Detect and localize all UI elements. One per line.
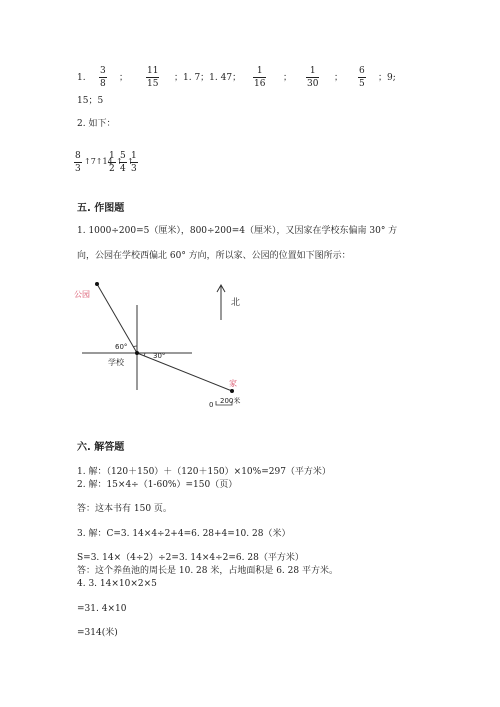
fraction-bar — [130, 162, 138, 163]
q2-fraction-c — [119, 151, 127, 174]
q1-middle-values: ；1. 7；1. 47； — [174, 73, 242, 83]
q1-line-2: 15；5 — [77, 96, 104, 106]
position-diagram — [70, 280, 260, 415]
section-5-title: 五. 作图题 — [77, 203, 125, 214]
park-label: 公园 — [74, 290, 90, 299]
home-label: 家 — [229, 379, 237, 388]
numerator: 3 — [100, 66, 106, 76]
scale-zero: 0 — [209, 401, 214, 409]
denominator: 3 — [75, 164, 81, 174]
denominator: 5 — [359, 79, 365, 89]
section-6-title: 六. 解答题 — [77, 442, 125, 453]
section-5-line-1: 1. 1000÷200=5（厘米），800÷200=4（厘米），又因家在学校东偏南 30° 方 — [77, 226, 398, 236]
angle-label-home: 30° — [153, 352, 166, 360]
q1-sep-1: ； — [119, 73, 129, 83]
numerator: 1 — [131, 151, 137, 161]
numerator: 11 — [147, 66, 159, 76]
q2-label: 2. 如下： — [77, 119, 116, 129]
denominator: 4 — [120, 164, 126, 174]
numerator: 6 — [359, 66, 365, 76]
q2-fraction-a — [74, 151, 82, 174]
denominator: 16 — [254, 79, 266, 89]
q2-fraction-b — [108, 151, 116, 174]
q1-sep-3: ； — [283, 73, 293, 83]
q1-tail: ；9; — [378, 73, 396, 83]
numerator: 1 — [109, 151, 115, 161]
school-label: 学校 — [108, 358, 124, 367]
q2-arrow-1: ↑ — [116, 157, 123, 166]
park-point — [95, 282, 99, 286]
section-6-line-5: S=3. 14×（4÷2）÷2=3. 14×4÷2=6. 28（平方米） — [77, 553, 304, 563]
q1-fraction-4 — [306, 66, 319, 89]
section-6-line-3: 答：这本书有 150 页。 — [77, 504, 172, 514]
q1-fraction-2 — [146, 66, 159, 89]
fraction-bar — [119, 162, 127, 163]
home-point — [230, 389, 234, 393]
denominator: 2 — [109, 164, 115, 174]
fraction-bar — [99, 77, 107, 78]
q1-fraction-3 — [253, 66, 266, 89]
numerator: 1 — [309, 66, 316, 76]
q2-middle: ↑7↑14 — [84, 157, 113, 166]
fraction-bar — [146, 77, 159, 78]
fraction-bar — [108, 162, 116, 163]
denominator: 15 — [147, 79, 159, 89]
scale-unit: 200米 — [220, 397, 241, 405]
numerator: 1 — [256, 66, 263, 76]
section-6-line-9: =314(米) — [77, 628, 118, 638]
fraction-bar — [253, 77, 266, 78]
numerator: 5 — [120, 151, 126, 161]
q2-arrow-2: ↑ — [127, 157, 134, 166]
denominator: 30 — [307, 79, 319, 89]
q1-number: 1. — [77, 73, 86, 83]
q1-fraction-1 — [99, 66, 107, 89]
section-6-line-8: =31. 4×10 — [77, 604, 127, 614]
section-6-line-2: 2. 解：15×4÷（1-60%）=150（页） — [77, 480, 238, 490]
fraction-bar — [358, 77, 366, 78]
section-6-line-4: 3. 解：C=3. 14×4÷2+4=6. 28+4=10. 28（米） — [77, 529, 291, 539]
fraction-bar — [74, 162, 82, 163]
denominator: 3 — [131, 164, 137, 174]
denominator: 8 — [100, 79, 106, 89]
section-6-line-7: 4. 3. 14×10×2×5 — [77, 579, 157, 589]
numerator: 8 — [75, 151, 81, 161]
section-6-line-1: 1. 解：（120＋150）＋（120＋150）×10%=297（平方米） — [77, 467, 331, 477]
q2-fraction-d — [130, 151, 138, 174]
fraction-bar — [306, 77, 319, 78]
school-point — [135, 351, 139, 355]
north-label: 北 — [231, 298, 241, 308]
line-to-home — [137, 353, 232, 391]
section-6-line-6: 答：这个养鱼池的周长是 10. 28 米，占地面积是 6. 28 平方米。 — [77, 566, 338, 576]
section-5-line-2: 向，公园在学校西偏北 60° 方向，所以家、公园的位置如下图所示： — [77, 251, 351, 261]
q1-fraction-5 — [358, 66, 366, 89]
q1-sep-4: ； — [334, 73, 344, 83]
angle-label-park: 60° — [115, 343, 128, 351]
